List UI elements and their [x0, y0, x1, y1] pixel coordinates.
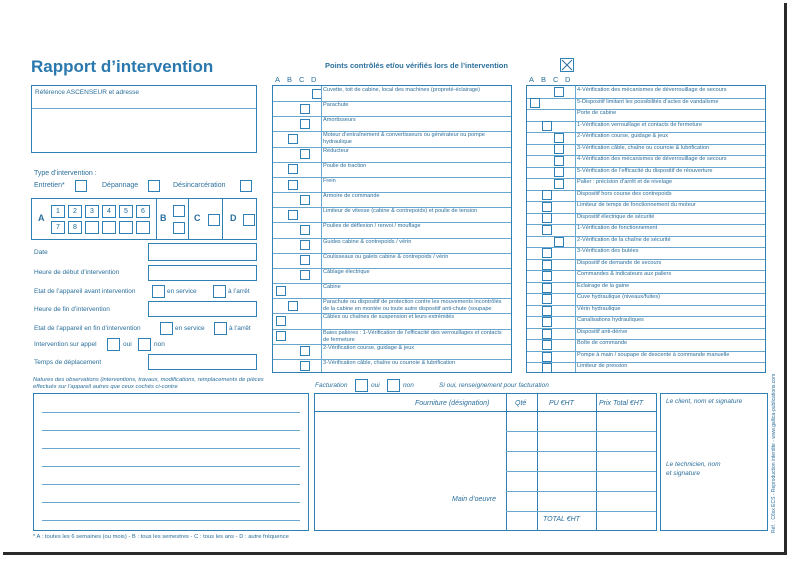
t1-row-2-checkbox[interactable]: [300, 104, 310, 114]
freq-b-box-2[interactable]: [173, 222, 185, 234]
t1-row-5-checkbox[interactable]: [300, 149, 310, 159]
t2-row-4-checkbox[interactable]: [542, 121, 552, 131]
t1-column-divider: [321, 86, 322, 372]
t1-row-14-checkbox[interactable]: [276, 286, 286, 296]
t1-row-8-checkbox[interactable]: [300, 195, 310, 205]
t2-row-10-checkbox[interactable]: [542, 190, 552, 200]
freq-box-6[interactable]: 6: [136, 205, 150, 218]
date-input[interactable]: [148, 243, 257, 261]
t1-row-17-checkbox[interactable]: [276, 331, 286, 341]
t2-row-6-label: 3-Vérification câble, chaîne ou courroie & lubrification: [577, 144, 710, 151]
en-service-1-label: en service: [167, 288, 197, 295]
observations-label: Natures des observations (interventions, travaux, modifications, remplacements de pièces effectués sur l’appareil autres que ceux cochés ci-contre: [33, 377, 264, 390]
facturation-non-label: non: [403, 382, 414, 389]
t2-row-16-label: Dispositif de demande de secours: [577, 259, 662, 266]
t2-col-b-header: B: [541, 75, 547, 84]
freq-box-2[interactable]: 2: [68, 205, 82, 218]
t1-row-4-label: Moteur d’entraînement & convertisseurs ou générateur ou pompe hydraulique: [323, 132, 486, 146]
t2-row-9-label: Palier : précision d’arrêt et de nivelage: [577, 179, 673, 186]
t2-row-7-checkbox[interactable]: [554, 156, 564, 166]
freq-c-box[interactable]: [208, 214, 220, 226]
t1-row-6-label: Poulie de traction: [323, 162, 367, 169]
en-service-2-label: en service: [175, 325, 205, 332]
heure-fin-label: Heure de fin d’intervention: [34, 306, 110, 313]
arret-1-label: à l’arrêt: [228, 288, 250, 295]
footnote: * A : toutes les 6 semaines (ou mois) - B : tous les semestres - C : tous les ans - D : autre fréquence: [33, 534, 289, 540]
page-title: Rapport d’intervention: [31, 57, 214, 76]
t2-row-21-checkbox[interactable]: [542, 317, 552, 327]
t2-row-14-label: 2-Vérification de la chaîne de sécurité: [577, 236, 671, 243]
invoice-main-oeuvre: Main d’oeuvre: [452, 496, 496, 503]
etat-fin-en-service-checkbox[interactable]: [160, 322, 173, 335]
technicien-signature-label: Le technicien, nom et signature: [666, 461, 721, 477]
facturation-oui-label: oui: [371, 382, 380, 389]
t1-row-11-label: Guides cabine & contrepoids / vérin: [323, 238, 412, 245]
t1-row-10-label: Poulies de déflexion / renvoi / mouflage: [323, 223, 421, 230]
t2-row-16-checkbox[interactable]: [542, 260, 552, 270]
t1-row-11-checkbox[interactable]: [300, 240, 310, 250]
invoice-header-total: Prix Total €HT: [599, 400, 644, 407]
type-desincarceration-label: Désincarcération: [173, 182, 226, 189]
freq-box-blank-2[interactable]: [102, 221, 116, 234]
t2-row-23-checkbox[interactable]: [542, 340, 552, 350]
t1-row-18-label: 2-Vérification course, guidage & jeux: [323, 344, 415, 351]
points-table-1: [272, 85, 512, 373]
t2-row-1-label: 4-Vérification des mécanismes de déverrouillage de secours: [577, 87, 727, 93]
freq-a-label: A: [38, 213, 45, 223]
t1-row-13-checkbox[interactable]: [300, 270, 310, 280]
freq-d-label: D: [230, 213, 237, 223]
t2-row-14-checkbox[interactable]: [554, 237, 564, 247]
side-reference-text: Réf. : C6xx ECS - Reproduction interdite - www.gallica-publications.com: [771, 373, 777, 533]
t2-row-13-checkbox[interactable]: [542, 225, 552, 235]
type-entretien-checkbox[interactable]: [75, 180, 87, 192]
client-signature-label: Le client, nom et signature: [666, 398, 743, 405]
t2-row-2-checkbox[interactable]: [530, 98, 540, 108]
etat-avant-arret-checkbox[interactable]: [213, 285, 226, 298]
etat-fin-arret-checkbox[interactable]: [214, 322, 227, 335]
t1-row-9-label: Limiteur de vitesse (cabine & contrepoids) et poulie de tension: [323, 208, 478, 215]
invoice-header-fourniture: Fourniture (désignation): [415, 400, 490, 407]
t2-row-25-label: Limiteur de pression: [577, 363, 628, 370]
t1-row-19-label: 3-Vérification câble, chaîne ou courroie & lubrification: [323, 359, 456, 366]
appel-oui-checkbox[interactable]: [107, 338, 120, 351]
freq-box-blank-4[interactable]: [136, 221, 150, 234]
heure-debut-label: Heure de début d’intervention: [34, 269, 120, 276]
freq-box-blank-1[interactable]: [85, 221, 99, 234]
date-label: Date: [34, 249, 48, 256]
reference-label: Référence ASCENSEUR et adresse: [35, 89, 140, 96]
t1-col-c-header: C: [299, 75, 305, 84]
facturation-label: Facturation: [315, 382, 348, 389]
t2-row-6-checkbox[interactable]: [554, 144, 564, 154]
t2-row-11-checkbox[interactable]: [542, 202, 552, 212]
t2-row-22-label: Dispositif anti-dérive: [577, 328, 628, 335]
type-depannage-checkbox[interactable]: [148, 180, 160, 192]
reference-box[interactable]: [31, 85, 257, 153]
freq-box-blank-3[interactable]: [119, 221, 133, 234]
observations-box[interactable]: [33, 393, 309, 531]
invoice-total-label: TOTAL €HT: [543, 516, 580, 523]
type-desincarceration-checkbox[interactable]: [240, 180, 252, 192]
t1-row-1-label: Cuvette, toit de cabine, local des machines (propreté-éclairage): [323, 87, 481, 93]
t2-row-11-label: Limiteur de temps de fonctionnement du moteur: [577, 202, 696, 209]
t1-row-3-label: Amortisseurs: [323, 117, 356, 124]
t2-row-21-label: Canalisations hydrauliques: [577, 317, 644, 324]
etat-avant-en-service-checkbox[interactable]: [152, 285, 165, 298]
t2-col-c-header: C: [553, 75, 559, 84]
type-label: Type d’intervention :: [34, 170, 97, 177]
t2-row-15-checkbox[interactable]: [542, 248, 552, 258]
heure-debut-input[interactable]: [148, 265, 257, 281]
freq-box-1[interactable]: 1: [51, 205, 65, 218]
t1-col-b-header: B: [287, 75, 293, 84]
t1-row-15-label: Parachute ou dispositif de protection contre les mouvements incontrôlés de la cabine en montée ou toute autre dispositif anti-chute (soupape: [323, 299, 502, 313]
t2-row-9-checkbox[interactable]: [554, 179, 564, 189]
freq-b-box-1[interactable]: [173, 205, 185, 217]
freq-box-7[interactable]: 7: [51, 221, 65, 234]
appel-oui-label: oui: [123, 341, 132, 348]
cross-icon: [561, 59, 573, 71]
freq-b-label: B: [160, 213, 167, 223]
invoice-header-qte: Qté: [515, 400, 527, 407]
appel-non-checkbox[interactable]: [138, 338, 151, 351]
freq-box-3[interactable]: 3: [85, 205, 99, 218]
t1-row-9-checkbox[interactable]: [288, 210, 298, 220]
t2-row-19-label: Cuve hydraulique (niveaux/fuites): [577, 294, 661, 301]
heure-fin-input[interactable]: [148, 301, 257, 317]
type-depannage-label: Dépannage: [102, 182, 139, 189]
invoice-header-pu: PU €HT: [549, 400, 574, 407]
t2-row-19-checkbox[interactable]: [542, 294, 552, 304]
appel-non-label: non: [154, 341, 165, 348]
t2-row-23-label: Boîte de commande: [577, 340, 628, 347]
t1-row-12-label: Coulisseaux ou galets cabine & contrepoids / vérin: [323, 253, 449, 260]
t1-row-5-label: Réducteur: [323, 147, 349, 154]
t2-row-18-label: Eclairage de la gaine: [577, 282, 630, 289]
t2-row-4-label: 1-Vérification verrouillage et contacts de fermeture: [577, 121, 702, 128]
freq-c-label: C: [194, 213, 201, 223]
freq-box-8[interactable]: 8: [68, 221, 82, 234]
t2-col-a-header: A: [529, 75, 535, 84]
t1-row-16-checkbox[interactable]: [276, 316, 286, 326]
t1-row-7-label: Frein: [323, 177, 336, 184]
t1-row-14-label: Cabine: [323, 284, 341, 291]
t1-row-13-label: Câblage électrique: [323, 268, 370, 275]
invoice-table[interactable]: [314, 393, 657, 531]
t2-row-13-label: 1-Vérification de fonctionnement: [577, 225, 658, 232]
signature-box[interactable]: [660, 393, 768, 531]
t1-row-8-label: Armoire de commande: [323, 193, 380, 200]
t2-row-24-label: Pompe à main / soupape de descente à commande manuelle: [577, 351, 730, 358]
t2-row-8-label: 5-Vérification de l’efficacité du dispositif de réouverture: [577, 167, 713, 174]
etat-avant-label: Etat de l’appareil avant intervention: [34, 288, 136, 295]
intervention-appel-label: Intervention sur appel: [34, 341, 97, 348]
t1-row-6-checkbox[interactable]: [288, 164, 298, 174]
t2-row-7-label: 4-Vérification des mécanismes de déverrouillage de secours: [577, 156, 727, 163]
t2-row-12-checkbox[interactable]: [542, 213, 552, 223]
t2-column-divider: [575, 86, 576, 372]
type-entretien-label: Entretien*: [34, 182, 65, 189]
t2-row-17-label: Commandes & indicateurs aux paliers: [577, 271, 672, 278]
t2-row-24-checkbox[interactable]: [542, 352, 552, 362]
t1-row-7-checkbox[interactable]: [288, 180, 298, 190]
t1-row-18-checkbox[interactable]: [300, 346, 310, 356]
facturation-note: Si oui, renseignement pour facturation: [439, 382, 549, 389]
t1-col-d-header: D: [311, 75, 317, 84]
t2-row-10-label: Dispositif hors course des contrepoids: [577, 190, 672, 197]
t1-row-3-checkbox[interactable]: [300, 119, 310, 129]
t2-row-8-checkbox[interactable]: [554, 167, 564, 177]
facturation-non-checkbox[interactable]: [387, 379, 400, 392]
t1-row-15-checkbox[interactable]: [288, 301, 298, 311]
t2-row-18-checkbox[interactable]: [542, 283, 552, 293]
facturation-oui-checkbox[interactable]: [355, 379, 368, 392]
t2-row-3-label: Porte de cabine: [577, 110, 617, 117]
t1-row-2-label: Parachute: [323, 102, 349, 109]
t2-row-5-label: 2-Vérification course, guidage & jeux: [577, 133, 669, 140]
freq-box-4[interactable]: 4: [102, 205, 116, 218]
freq-d-box[interactable]: [243, 214, 255, 226]
t1-row-12-checkbox[interactable]: [300, 255, 310, 265]
temps-deplacement-label: Temps de déplacement: [34, 359, 102, 366]
t2-row-22-checkbox[interactable]: [542, 329, 552, 339]
t1-col-a-header: A: [275, 75, 281, 84]
t1-row-17-label: Baies palières : 1-Vérification de l’efficacité des verrouillages et contacts de fermeture: [323, 329, 502, 343]
points-header-checkbox[interactable]: [560, 58, 574, 72]
points-header: Points contrôlés et/ou vérifiés lors de l’intervention: [325, 61, 508, 70]
t1-row-19-checkbox[interactable]: [300, 361, 310, 371]
freq-box-5[interactable]: 5: [119, 205, 133, 218]
arret-2-label: à l’arrêt: [229, 325, 251, 332]
t2-row-15-label: 3-Vérification des butées: [577, 248, 639, 255]
temps-deplacement-input[interactable]: [148, 354, 257, 370]
t2-row-25-checkbox[interactable]: [542, 363, 552, 373]
t2-row-1-checkbox[interactable]: [554, 87, 564, 97]
t2-row-5-checkbox[interactable]: [554, 133, 564, 143]
t2-row-12-label: Dispositif électrique de sécurité: [577, 213, 655, 220]
t2-row-17-checkbox[interactable]: [542, 271, 552, 281]
t2-row-2-label: 5-Dispositif limitant les possibilités d’actes de vandalisme: [577, 98, 719, 105]
t1-row-10-checkbox[interactable]: [300, 225, 310, 235]
etat-fin-label: Etat de l’appareil en fin d’intervention: [34, 325, 141, 332]
t1-row-4-checkbox[interactable]: [288, 134, 298, 144]
report-sheet: [3, 3, 787, 555]
t2-row-20-label: Vérin hydraulique: [577, 305, 621, 312]
t2-row-20-checkbox[interactable]: [542, 306, 552, 316]
points-table-2: [526, 85, 766, 373]
t2-col-d-header: D: [565, 75, 571, 84]
t1-row-16-label: Câbles ou chaînes de suspension et leurs extrémités: [323, 314, 455, 321]
